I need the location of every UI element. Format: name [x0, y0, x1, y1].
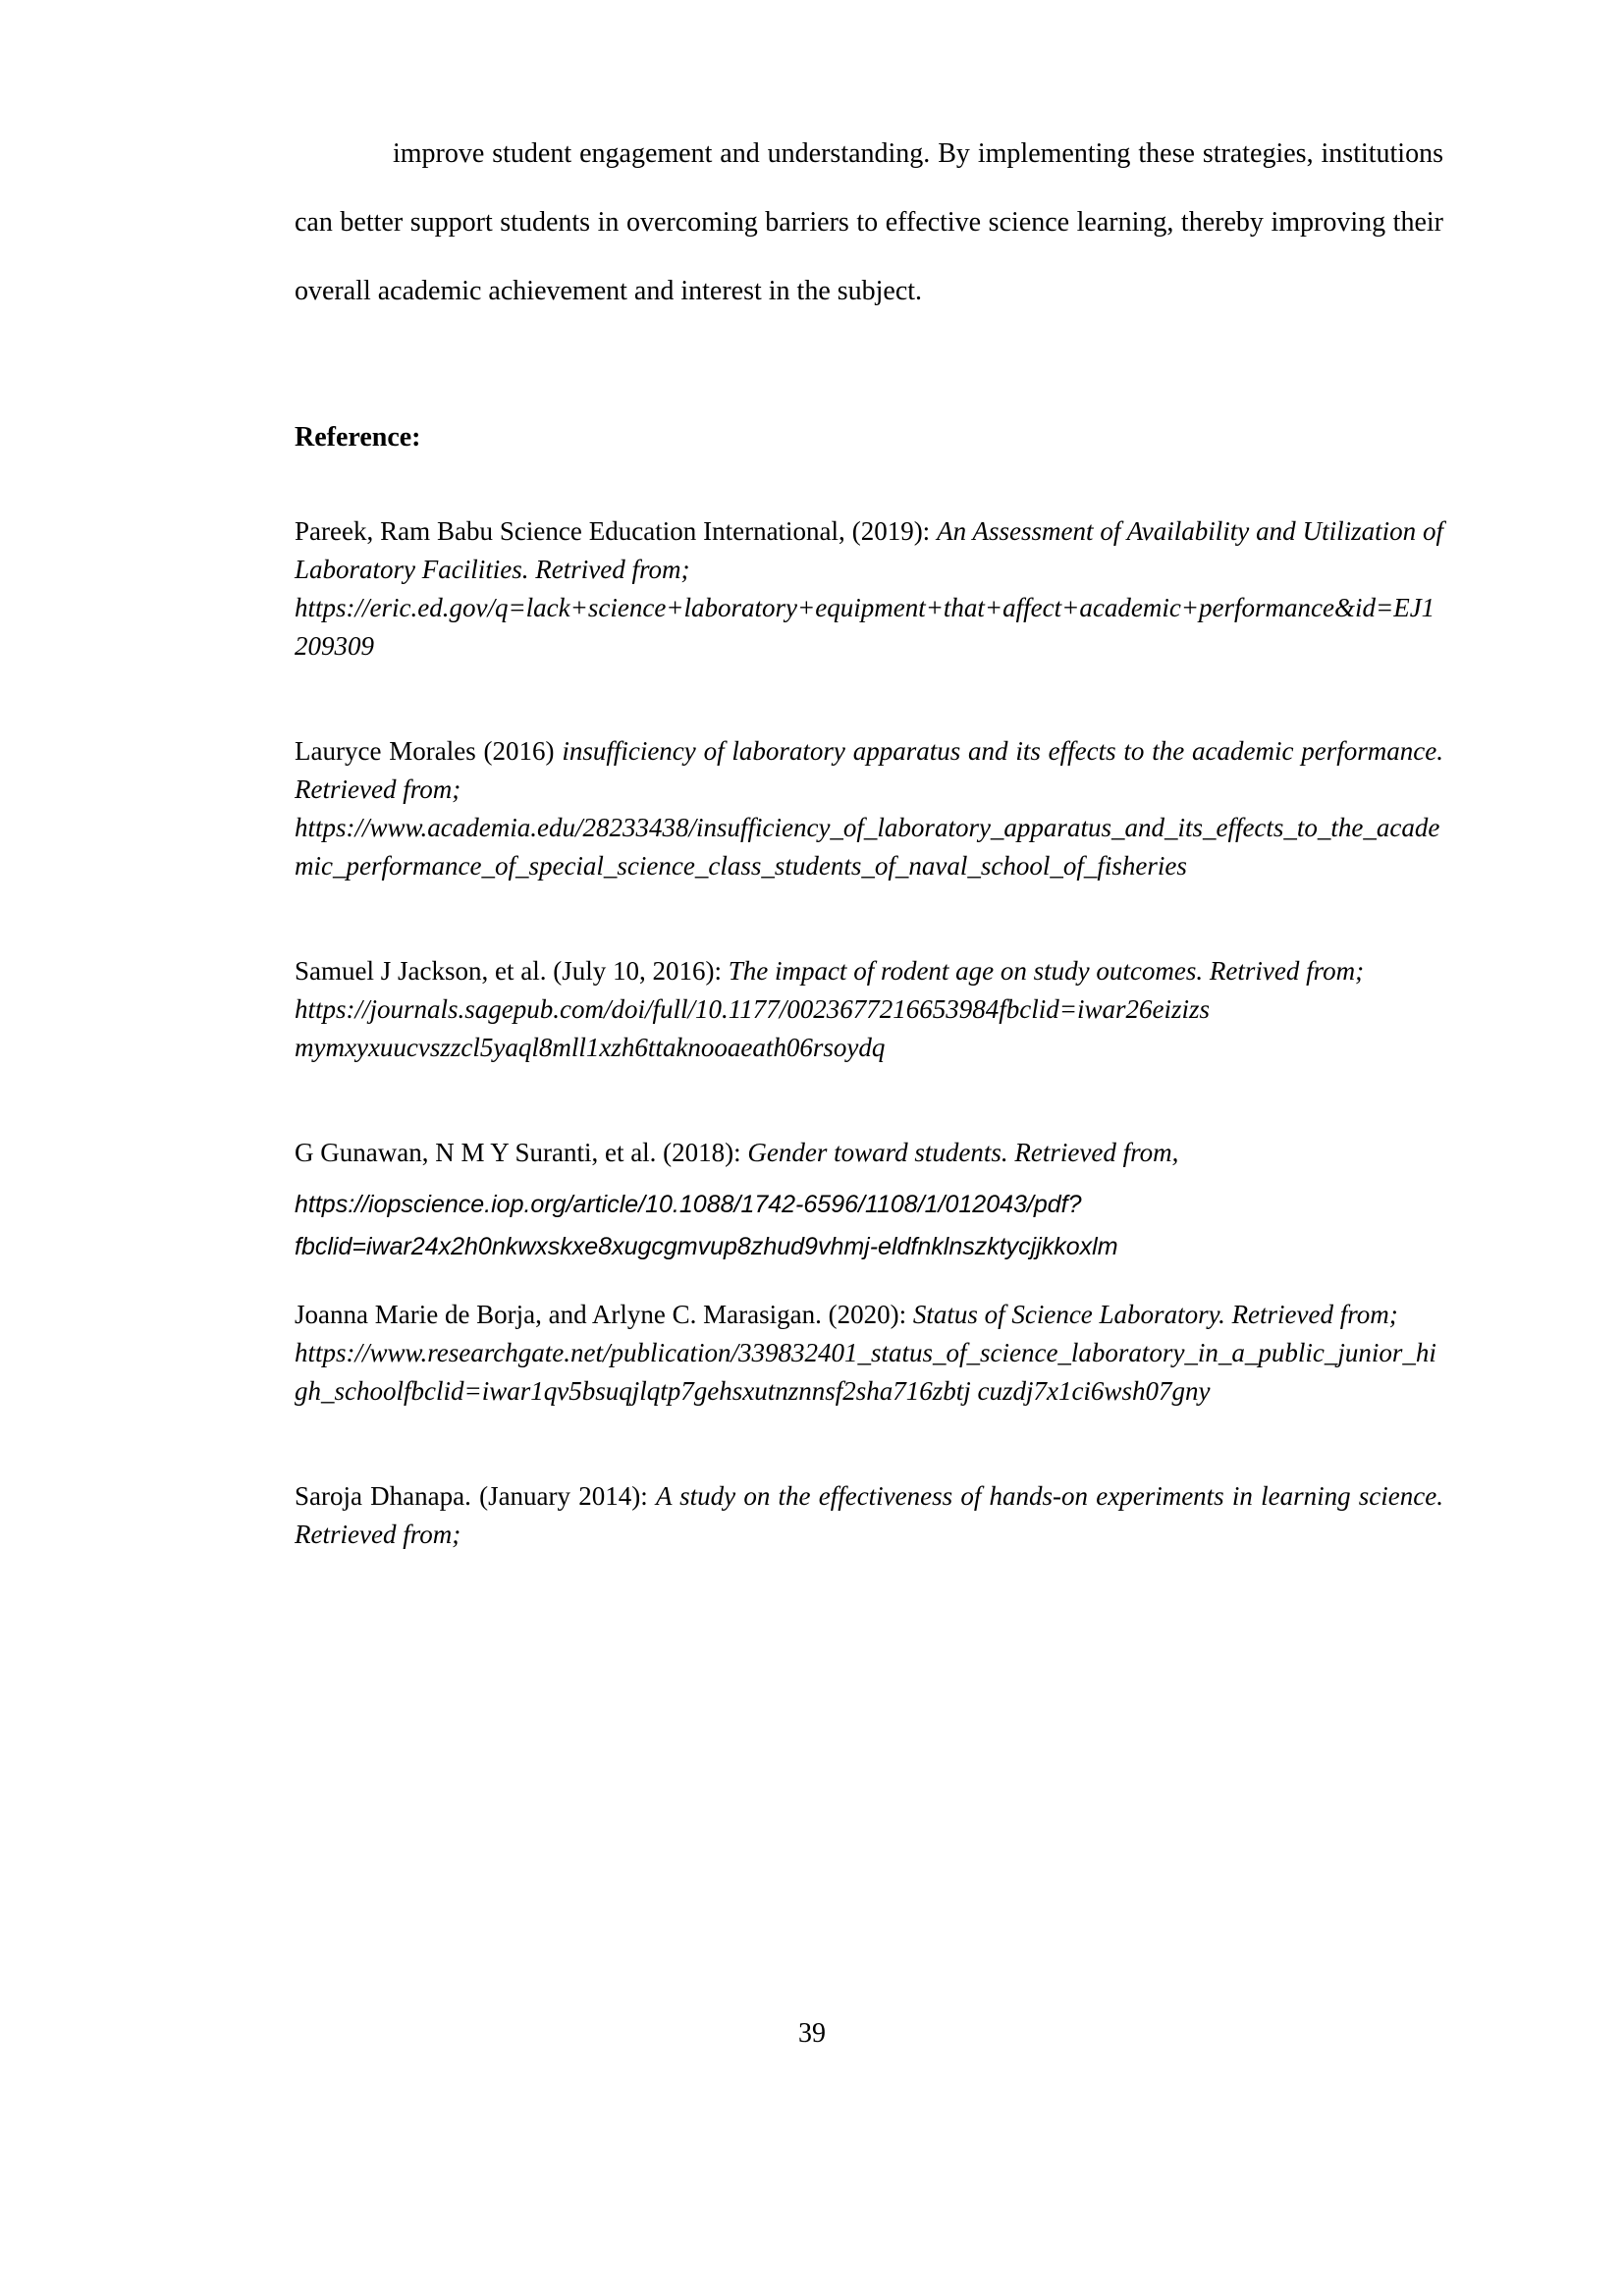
- reference-entry-gunawan: [295, 1134, 1443, 1268]
- reference-url[interactable]: https://www.academia.edu/28233438/insufficiency_of_laboratory_apparatus_and_its_effects_to_the_academic_performance_of_special_science_class_students_of_naval_school_of_fisheries: [295, 813, 1440, 881]
- spacer: [295, 666, 1443, 732]
- reference-title: Gender toward students. Retrieved from,: [747, 1138, 1179, 1167]
- reference-title: A study on the effectiveness of hands-on experiments in learning science. Retrieved from;: [295, 1481, 1443, 1549]
- spacer: [295, 455, 1443, 512]
- reference-entry-pareek: [295, 512, 1443, 666]
- spacer: [295, 1411, 1443, 1477]
- reference-title: The impact of rodent age on study outcomes. Retrived from;: [728, 956, 1365, 986]
- reference-url[interactable]: https://www.researchgate.net/publication/339832401_status_of_science_laboratory_in_a_public_junior_high_schoolfbclid=iwar1qv5bsuqjlqtp7gehsxutnznnsf2sha716zbtj cuzdj7x1ci6wsh07gny: [295, 1338, 1436, 1406]
- reference-title: Status of Science Laboratory. Retrieved from;: [912, 1300, 1398, 1329]
- reference-heading: Reference:: [295, 422, 421, 453]
- reference-url[interactable]: https://eric.ed.gov/q=lack+science+laboratory+equipment+that+affect+academic+performance&id=EJ1209309: [295, 593, 1435, 661]
- reference-lead: Samuel J Jackson, et al. (July 10, 2016):: [295, 956, 729, 986]
- reference-entry-deborja: [295, 1296, 1443, 1411]
- body-paragraph: improve student engagement and understanding. By implementing these strategies, institutions can better support students in overcoming barriers to effective science learning, thereby improving their overall academic achievement and interest in the subject.: [295, 138, 1443, 306]
- spacer: [295, 1172, 1443, 1184]
- reference-lead: Lauryce Morales (2016): [295, 736, 563, 766]
- reference-lead: Pareek, Ram Babu Science Education International, (2019):: [295, 516, 938, 546]
- reference-entry-morales: [295, 732, 1443, 885]
- reference-title: insufficiency of laboratory apparatus and its effects to the academic performance. Retrieved from;: [295, 736, 1443, 804]
- spacer: [295, 885, 1443, 952]
- reference-entry-jackson: [295, 952, 1443, 1067]
- reference-url[interactable]: https://journals.sagepub.com/doi/full/10.1177/0023677216653984fbclid=iwar26eizizs mymxyxuucvszzcl5yaql8mll1xzh6ttaknooaeath06rsoydq: [295, 994, 1210, 1062]
- spacer: [295, 1268, 1443, 1296]
- reference-lead: G Gunawan, N M Y Suranti, et al. (2018):: [295, 1138, 748, 1167]
- spacer: [295, 1067, 1443, 1134]
- page-number: 39: [798, 2018, 826, 2049]
- reference-title: An Assessment of Availability and Utilization of Laboratory Facilities. Retrived from;: [295, 516, 1443, 584]
- reference-url[interactable]: https://iopscience.iop.org/article/10.1088/1742-6596/1108/1/012043/pdf?fbclid=iwar24x2h0nkwxskxe8xugcgmvup8zhud9vhmj-eldfnklnszktycjjkkoxlm: [295, 1191, 1118, 1260]
- page-content: [295, 0, 1443, 1554]
- reference-lead: Saroja Dhanapa. (January 2014):: [295, 1481, 656, 1511]
- reference-lead: Joanna Marie de Borja, and Arlyne C. Marasigan. (2020):: [295, 1300, 913, 1329]
- reference-entry-dhanapa: [295, 1477, 1443, 1554]
